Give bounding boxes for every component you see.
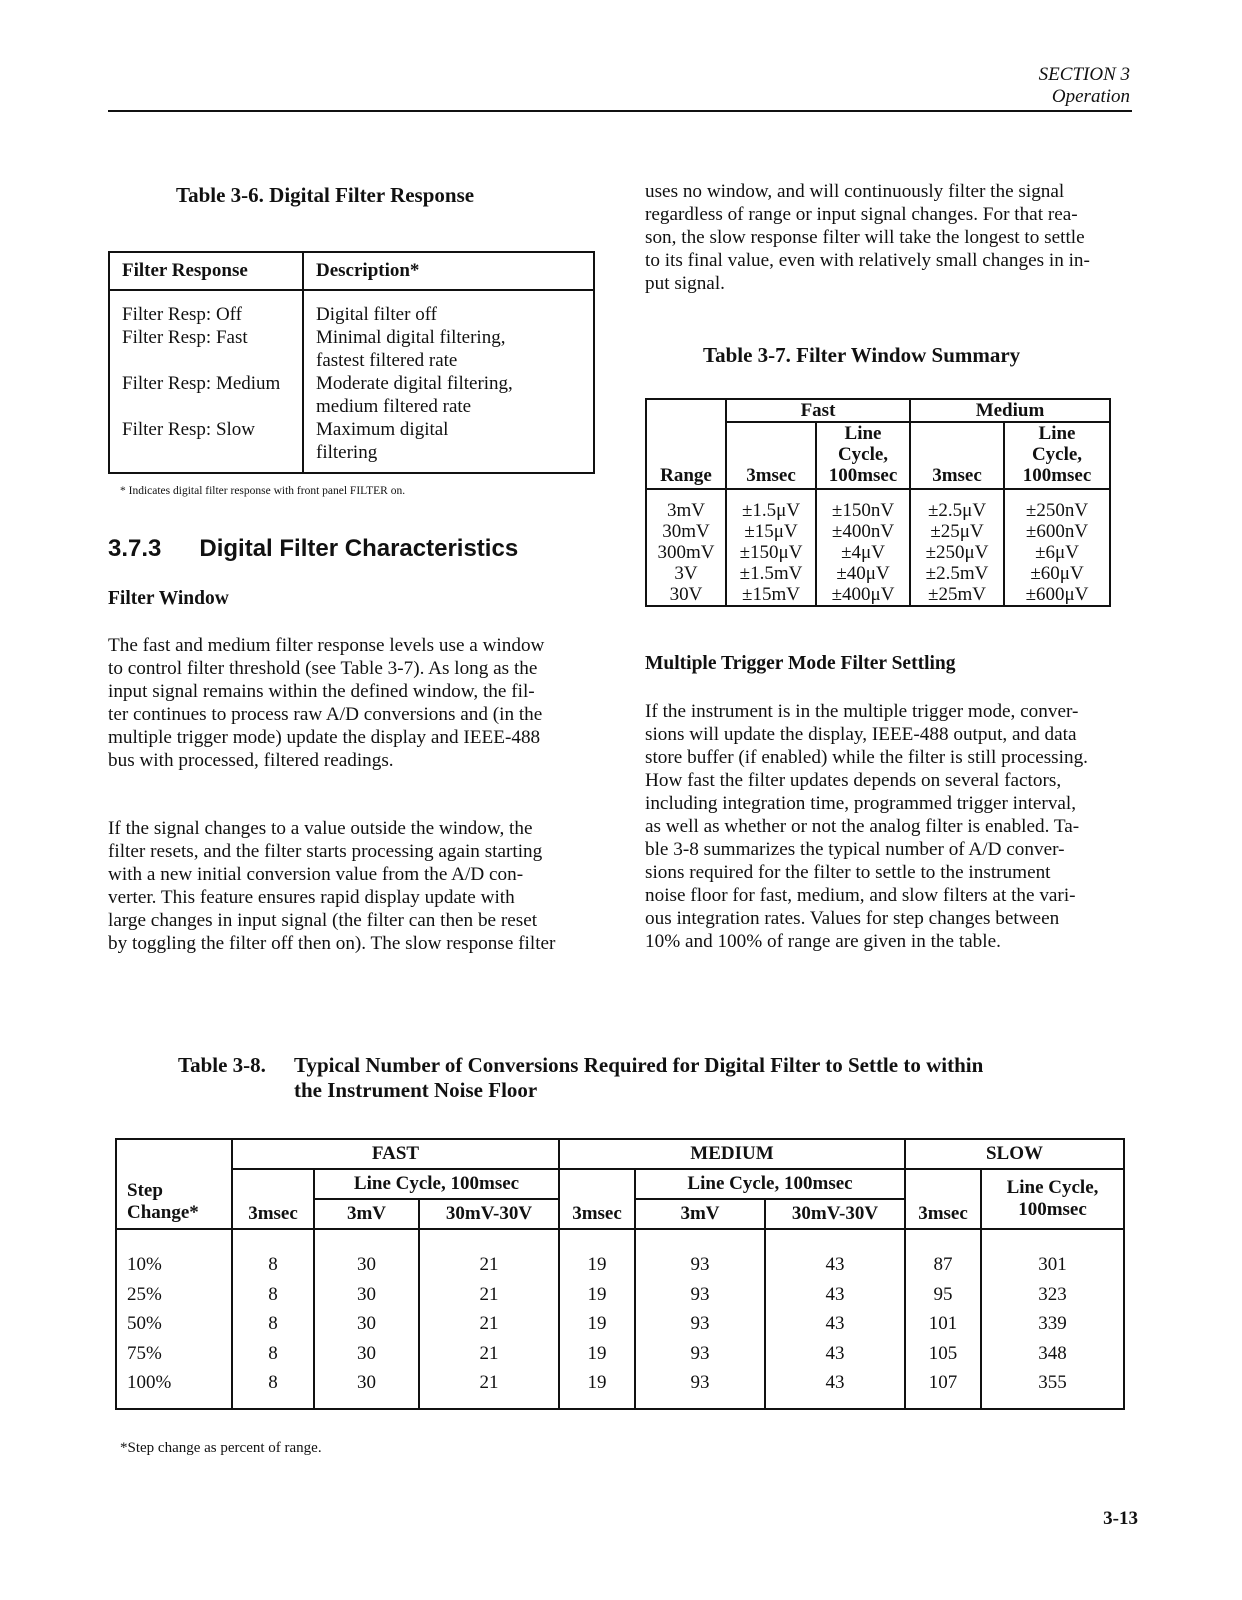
table-cell: 300mV <box>657 542 715 563</box>
table-row <box>646 500 1110 521</box>
table-cell: 75% <box>127 1342 162 1364</box>
text-line: to control filter threshold (see Table 3-7). As long as the <box>108 658 538 679</box>
section-number: 3.7.3 <box>108 535 162 562</box>
text-line: filter resets, and the filter starts processing again starting <box>108 841 543 862</box>
table-cell: 8 <box>232 1280 314 1310</box>
table-cell: 323 <box>981 1280 1124 1310</box>
text-line: with a new initial conversion value from the A/D con- <box>108 864 524 885</box>
table-3-8-footnote: *Step change as percent of range. <box>120 1440 322 1456</box>
table-cell: 95 <box>905 1280 981 1310</box>
table-cell: Filter Resp: Medium <box>122 373 281 394</box>
text-line: by toggling the filter off then on). The slow response filter <box>108 933 556 954</box>
table-cell: 30mV <box>662 521 710 542</box>
col-header-line-cycle: Line Cycle, 100msec <box>635 1169 905 1199</box>
table-cell: 8 <box>232 1339 314 1369</box>
col-header-3msec: 3msec <box>726 422 816 489</box>
table-3-8-caption <box>178 1053 1078 1103</box>
col-header-line: Line <box>816 422 910 444</box>
table-row <box>646 584 1110 606</box>
table-cell: ±1.5mV <box>726 563 816 584</box>
table-cell: filtering <box>316 442 378 463</box>
table-cell: 101 <box>905 1309 981 1339</box>
text-line: regardless of range or input signal changes. For that rea- <box>645 204 1078 225</box>
col-header-line-cycle: Line Cycle, 100msec <box>314 1169 559 1199</box>
table-cell: Minimal digital filtering, <box>316 327 506 348</box>
table-row <box>646 563 1110 584</box>
table-3-6-caption: Table 3-6. Digital Filter Response <box>176 183 475 207</box>
paragraph-filter-window <box>108 634 608 772</box>
table-3-6 <box>108 251 595 474</box>
subheading-multiple-trigger: Multiple Trigger Mode Filter Settling <box>645 653 956 674</box>
table-cell: 19 <box>559 1339 635 1369</box>
table-cell: 93 <box>635 1280 765 1310</box>
table-3-6-footnote: * Indicates digital filter response with front panel FILTER on. <box>120 485 406 497</box>
text-line: son, the slow response filter will take the longest to settle <box>645 227 1085 248</box>
table-cell: Maximum digital <box>316 419 449 440</box>
table-row <box>109 326 594 372</box>
table-cell: 30 <box>314 1309 419 1339</box>
text-line: ble 3-8 summarizes the typical number of A/D conver- <box>645 839 1065 860</box>
group-header-medium: Medium <box>910 399 1110 422</box>
table-cell: ±6μV <box>1004 542 1110 563</box>
col-header-slow-line-cycle <box>981 1169 1124 1229</box>
col-header-3msec: 3msec <box>910 422 1004 489</box>
text-line: uses no window, and will continuously filter the signal <box>645 181 1065 202</box>
table-cell: 93 <box>635 1309 765 1339</box>
table-row <box>116 1280 1124 1310</box>
table-cell: 21 <box>419 1250 559 1280</box>
table-cell: ±400nV <box>816 521 910 542</box>
table-row <box>109 372 594 418</box>
group-header-fast: Fast <box>726 399 910 422</box>
table-row <box>116 1309 1124 1339</box>
col-header-line: Line <box>1004 422 1110 444</box>
table-cell: ±15mV <box>726 584 816 606</box>
table-3-7-caption: Table 3-7. Filter Window Summary <box>703 343 1021 367</box>
table-cell: ±150μV <box>726 542 816 563</box>
table-row <box>116 1250 1124 1280</box>
table-cell: 100% <box>127 1372 172 1393</box>
table-cell: Filter Resp: Fast <box>122 327 248 348</box>
table-cell: 43 <box>765 1368 905 1398</box>
header-section: SECTION 3 <box>1038 64 1130 85</box>
text-line: to its final value, even with relatively small changes in in- <box>645 250 1090 271</box>
table-cell: 339 <box>981 1309 1124 1339</box>
table-cell: 30 <box>314 1280 419 1310</box>
col-header-cycle: Cycle, <box>816 444 910 465</box>
table-cell: ±2.5μV <box>910 500 1004 521</box>
table-header: Filter Response <box>109 252 303 290</box>
header-line: Line Cycle, <box>1006 1177 1099 1198</box>
table-cell: 301 <box>981 1250 1124 1280</box>
table-cell: 348 <box>981 1339 1124 1369</box>
text-line: 10% and 100% of range are given in the table. <box>645 931 1001 952</box>
paragraph-multiple-trigger <box>645 700 1145 953</box>
table-3-8 <box>115 1138 1125 1410</box>
text-line: multiple trigger mode) update the display and IEEE-488 <box>108 727 541 748</box>
col-header-cycle: Cycle, <box>1004 444 1110 465</box>
table-cell: 8 <box>232 1250 314 1280</box>
table-cell: 8 <box>232 1309 314 1339</box>
table-cell: ±25mV <box>910 584 1004 606</box>
table-cell: 30 <box>314 1368 419 1398</box>
table-cell: 21 <box>419 1368 559 1398</box>
table-cell: ±600μV <box>1004 584 1110 606</box>
table-row <box>646 521 1110 542</box>
table-row <box>116 1368 1124 1398</box>
table-cell: 50% <box>127 1313 162 1334</box>
section-heading <box>108 535 518 563</box>
table-row <box>109 418 594 473</box>
table-cell: 10% <box>127 1254 162 1275</box>
text-line: If the instrument is in the multiple trigger mode, conver- <box>645 701 1079 722</box>
table-cell: 30 <box>314 1250 419 1280</box>
group-header-slow: SLOW <box>905 1139 1124 1169</box>
text-line: store buffer (if enabled) while the filter is still processing. <box>645 747 1088 768</box>
table-cell: 25% <box>127 1283 162 1305</box>
text-line: large changes in input signal (the filter can then be reset <box>108 910 538 931</box>
text-line: input signal remains within the defined window, the fil- <box>108 681 535 702</box>
table-cell: ±150nV <box>816 500 910 521</box>
table-cell: 3V <box>674 563 698 584</box>
col-header-3msec: 3msec <box>905 1169 981 1229</box>
text-line: bus with processed, filtered readings. <box>108 750 394 771</box>
text-line: The fast and medium filter response levels use a window <box>108 635 545 656</box>
running-header <box>1039 64 1130 108</box>
group-header-fast: FAST <box>232 1139 559 1169</box>
col-header-range: Range <box>646 399 726 489</box>
table-cell: ±15μV <box>726 521 816 542</box>
table-cell: medium filtered rate <box>316 396 472 417</box>
table-cell: ±250nV <box>1004 500 1110 521</box>
text-line: put signal. <box>645 273 725 294</box>
table-cell: ±25μV <box>910 521 1004 542</box>
table-cell: 19 <box>559 1280 635 1310</box>
caption-prefix: Table 3-8. <box>178 1053 266 1077</box>
table-header: Description* <box>303 252 594 290</box>
step-label: Step <box>127 1180 163 1201</box>
col-header-100msec: 100msec <box>816 465 910 489</box>
table-cell: 93 <box>635 1368 765 1398</box>
table-cell: 43 <box>765 1250 905 1280</box>
table-3-7 <box>645 398 1111 607</box>
col-header-3mv: 3mV <box>314 1199 419 1229</box>
header-subtitle: Operation <box>1051 86 1130 107</box>
table-cell: Filter Resp: Off <box>122 304 242 325</box>
col-header-3mv: 3mV <box>635 1199 765 1229</box>
table-cell: 21 <box>419 1309 559 1339</box>
table-cell: 107 <box>905 1368 981 1398</box>
table-cell: 19 <box>559 1250 635 1280</box>
subheading-filter-window: Filter Window <box>108 588 229 609</box>
text-line: verter. This feature ensures rapid display update with <box>108 887 515 908</box>
table-row <box>646 542 1110 563</box>
page-number: 3-13 <box>1103 1508 1138 1529</box>
caption-line: the Instrument Noise Floor <box>294 1078 538 1102</box>
table-cell: ±1.5μV <box>726 500 816 521</box>
table-row <box>109 290 594 326</box>
col-header-3msec: 3msec <box>559 1169 635 1229</box>
table-cell: 3mV <box>667 500 705 521</box>
col-header-100msec: 100msec <box>1004 465 1110 489</box>
table-cell: 93 <box>635 1250 765 1280</box>
table-cell: 355 <box>981 1368 1124 1398</box>
header-line: 100msec <box>1018 1199 1087 1220</box>
paragraph-slow-filter <box>645 180 1145 295</box>
table-cell: ±250μV <box>910 542 1004 563</box>
text-line: ter continues to process raw A/D conversions and (in the <box>108 704 543 725</box>
table-cell: 43 <box>765 1280 905 1310</box>
table-cell: 21 <box>419 1280 559 1310</box>
paragraph-window-reset <box>108 817 608 955</box>
table-cell: ±600nV <box>1004 521 1110 542</box>
table-cell: 8 <box>232 1368 314 1398</box>
text-line: If the signal changes to a value outside the window, the <box>108 818 533 839</box>
table-cell: 93 <box>635 1339 765 1369</box>
table-cell: ±4μV <box>816 542 910 563</box>
table-cell: Moderate digital filtering, <box>316 373 513 394</box>
text-line: How fast the filter updates depends on several factors, <box>645 770 1062 791</box>
section-title: Digital Filter Characteristics <box>199 535 519 562</box>
table-cell: 21 <box>419 1339 559 1369</box>
group-header-medium: MEDIUM <box>559 1139 905 1169</box>
text-line: sions will update the display, IEEE-488 output, and data <box>645 724 1077 745</box>
table-cell: fastest filtered rate <box>316 350 458 371</box>
col-header-30mv-30v: 30mV-30V <box>765 1199 905 1229</box>
table-row <box>116 1339 1124 1369</box>
table-cell: 19 <box>559 1368 635 1398</box>
table-cell: 19 <box>559 1309 635 1339</box>
table-cell: 87 <box>905 1250 981 1280</box>
table-cell: Filter Resp: Slow <box>122 419 256 440</box>
text-line: noise floor for fast, medium, and slow filters at the vari- <box>645 885 1076 906</box>
table-cell: 30 <box>314 1339 419 1369</box>
col-header-step-change <box>116 1139 232 1229</box>
table-cell: Digital filter off <box>316 304 438 325</box>
table-cell: ±40μV <box>816 563 910 584</box>
table-cell: 30V <box>669 584 703 605</box>
text-line: ous integration rates. Values for step changes between <box>645 908 1060 929</box>
header-rule <box>108 110 1132 112</box>
table-cell: 105 <box>905 1339 981 1369</box>
table-cell: ±2.5mV <box>910 563 1004 584</box>
table-cell: ±60μV <box>1004 563 1110 584</box>
table-cell: 43 <box>765 1339 905 1369</box>
table-cell: ±400μV <box>816 584 910 606</box>
col-header-3msec: 3msec <box>232 1169 314 1229</box>
caption-line: Typical Number of Conversions Required for Digital Filter to Settle to within <box>294 1053 984 1077</box>
table-cell: 43 <box>765 1309 905 1339</box>
text-line: as well as whether or not the analog filter is enabled. Ta- <box>645 816 1080 837</box>
col-header-30mv-30v: 30mV-30V <box>419 1199 559 1229</box>
step-label: Change* <box>127 1202 199 1223</box>
text-line: including integration time, programmed trigger interval, <box>645 793 1077 814</box>
text-line: sions required for the filter to settle to the instrument <box>645 862 1051 883</box>
